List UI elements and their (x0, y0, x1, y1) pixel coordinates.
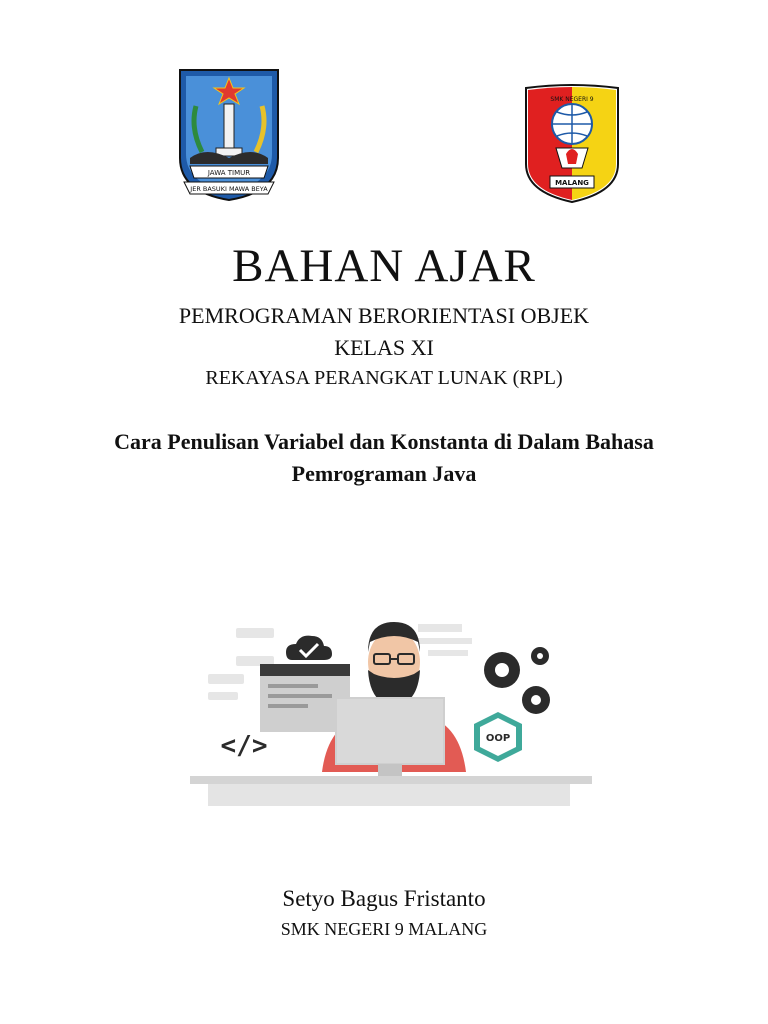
subject-name: PEMROGRAMAN BERORIENTASI OBJEK (178, 303, 590, 328)
jawa-timur-emblem (176, 66, 282, 204)
class-level: KELAS XI (334, 335, 434, 360)
right-logo-arc-text: SMK NEGERI 9 (550, 96, 594, 103)
gear-icon (484, 647, 550, 714)
topic-title: Cara Penulisan Variabel dan Konstanta di Dalam Bahasa Pemrograman Java (114, 429, 654, 486)
author-name: Setyo Bagus Fristanto (282, 886, 486, 911)
right-logo-banner: MALANG (555, 179, 589, 187)
left-logo-banner-bottom: JER BASUKI MAWA BEYA (190, 185, 268, 193)
school-name: SMK NEGERI 9 MALANG (280, 919, 488, 939)
cloud-check-icon (286, 636, 332, 660)
programmer-illustration (188, 612, 594, 812)
smk-negeri-9-malang-logo (522, 84, 622, 204)
department: REKAYASA PERANGKAT LUNAK (RPL) (205, 367, 563, 389)
left-logo-banner-top: JAWA TIMUR (207, 169, 251, 177)
code-icon: </> (220, 731, 268, 761)
oop-badge-label: OOP (485, 733, 511, 744)
oop-hexagon-icon (474, 712, 522, 762)
page-title: BAHAN AJAR (232, 240, 536, 292)
